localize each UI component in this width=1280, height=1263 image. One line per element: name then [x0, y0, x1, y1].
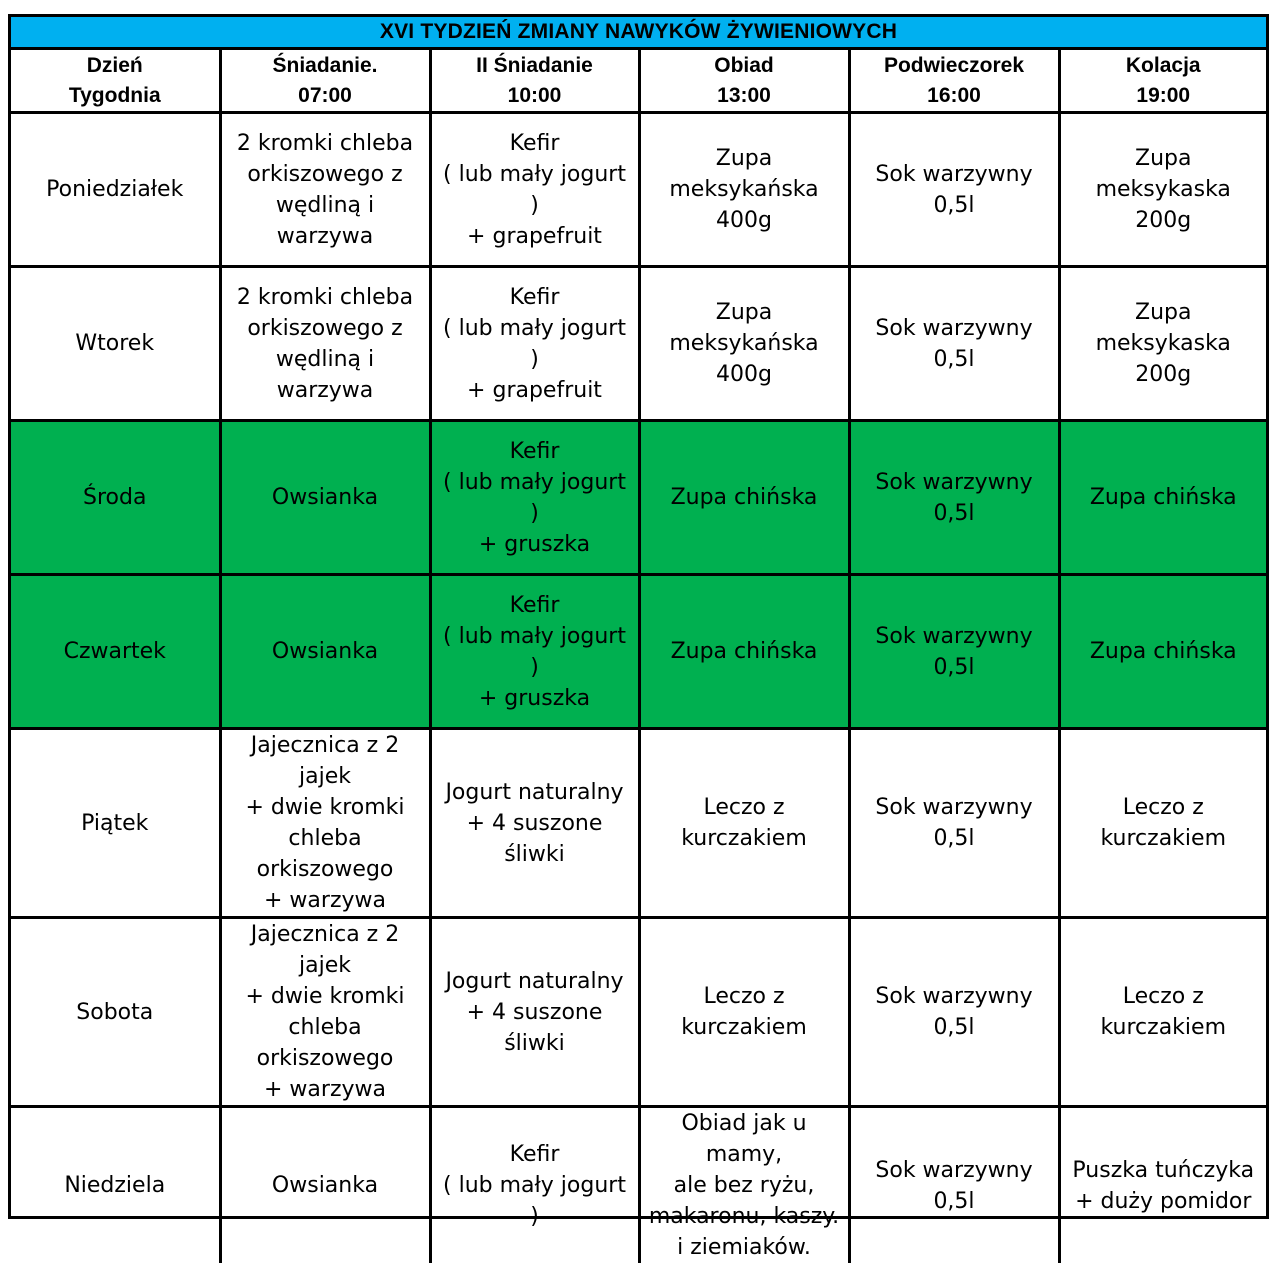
afternoon-snack-cell: Sok warzywny 0,5l [849, 113, 1059, 267]
header-second-breakfast: II Śniadanie 10:00 [430, 50, 639, 113]
lunch-cell: Zupa chińska [639, 421, 849, 575]
second-breakfast-cell: Kefir ( lub mały jogurt ) + gruszka [430, 575, 639, 729]
second-breakfast-cell: Kefir ( lub mały jogurt ) [430, 1107, 639, 1263]
day-cell: Sobota [11, 918, 220, 1107]
header-afternoon-snack: Podwieczorek 16:00 [849, 50, 1059, 113]
day-cell: Wtorek [11, 267, 220, 421]
day-cell: Niedziela [11, 1107, 220, 1263]
dinner-cell: Zupa chińska [1059, 421, 1266, 575]
table-row [11, 575, 1266, 729]
table-row [11, 729, 1266, 918]
second-breakfast-cell: Kefir ( lub mały jogurt ) + grapefruit [430, 113, 639, 267]
table-row [11, 1107, 1266, 1263]
lunch-cell: Zupa meksykańska 400g [639, 267, 849, 421]
second-breakfast-cell: Kefir ( lub mały jogurt ) + grapefruit [430, 267, 639, 421]
breakfast-cell: 2 kromki chleba orkiszowego z wędliną i warzywa [220, 267, 430, 421]
header-row [11, 50, 1266, 113]
dinner-cell: Zupa meksykaska 200g [1059, 267, 1266, 421]
meal-plan-sheet [8, 14, 1269, 1219]
afternoon-snack-cell: Sok warzywny 0,5l [849, 729, 1059, 918]
lunch-cell: Leczo z kurczakiem [639, 729, 849, 918]
day-cell: Czwartek [11, 575, 220, 729]
afternoon-snack-cell: Sok warzywny 0,5l [849, 267, 1059, 421]
header-breakfast: Śniadanie. 07:00 [220, 50, 430, 113]
header-day: Dzień Tygodnia [11, 50, 220, 113]
breakfast-cell: Owsianka [220, 1107, 430, 1263]
sheet-title: XVI TYDZIEŃ ZMIANY NAWYKÓW ŻYWIENIOWYCH [11, 17, 1266, 50]
second-breakfast-cell: Jogurt naturalny + 4 suszone śliwki [430, 729, 639, 918]
dinner-cell: Leczo z kurczakiem [1059, 918, 1266, 1107]
breakfast-cell: Owsianka [220, 421, 430, 575]
afternoon-snack-cell: Sok warzywny 0,5l [849, 918, 1059, 1107]
table-row [11, 918, 1266, 1107]
breakfast-cell: Jajecznica z 2 jajek + dwie kromki chleba orkiszowego + warzywa [220, 729, 430, 918]
lunch-cell: Zupa chińska [639, 575, 849, 729]
table-row [11, 267, 1266, 421]
afternoon-snack-cell: Sok warzywny 0,5l [849, 421, 1059, 575]
dinner-cell: Puszka tuńczyka + duży pomidor [1059, 1107, 1266, 1263]
table-row [11, 113, 1266, 267]
header-dinner: Kolacja 19:00 [1059, 50, 1266, 113]
breakfast-cell: 2 kromki chleba orkiszowego z wędliną i warzywa [220, 113, 430, 267]
dinner-cell: Zupa chińska [1059, 575, 1266, 729]
lunch-cell: Zupa meksykańska 400g [639, 113, 849, 267]
afternoon-snack-cell: Sok warzywny 0,5l [849, 575, 1059, 729]
day-cell: Poniedziałek [11, 113, 220, 267]
day-cell: Środa [11, 421, 220, 575]
afternoon-snack-cell: Sok warzywny 0,5l [849, 1107, 1059, 1263]
second-breakfast-cell: Kefir ( lub mały jogurt ) + gruszka [430, 421, 639, 575]
breakfast-cell: Owsianka [220, 575, 430, 729]
dinner-cell: Leczo z kurczakiem [1059, 729, 1266, 918]
breakfast-cell: Jajecznica z 2 jajek + dwie kromki chleba orkiszowego + warzywa [220, 918, 430, 1107]
table-row [11, 421, 1266, 575]
header-lunch: Obiad 13:00 [639, 50, 849, 113]
meal-plan-table [11, 50, 1266, 1263]
dinner-cell: Zupa meksykaska 200g [1059, 113, 1266, 267]
day-cell: Piątek [11, 729, 220, 918]
second-breakfast-cell: Jogurt naturalny + 4 suszone śliwki [430, 918, 639, 1107]
lunch-cell: Leczo z kurczakiem [639, 918, 849, 1107]
lunch-cell: Obiad jak u mamy, ale bez ryżu, makaronu, kaszy. i ziemiaków. [639, 1107, 849, 1263]
